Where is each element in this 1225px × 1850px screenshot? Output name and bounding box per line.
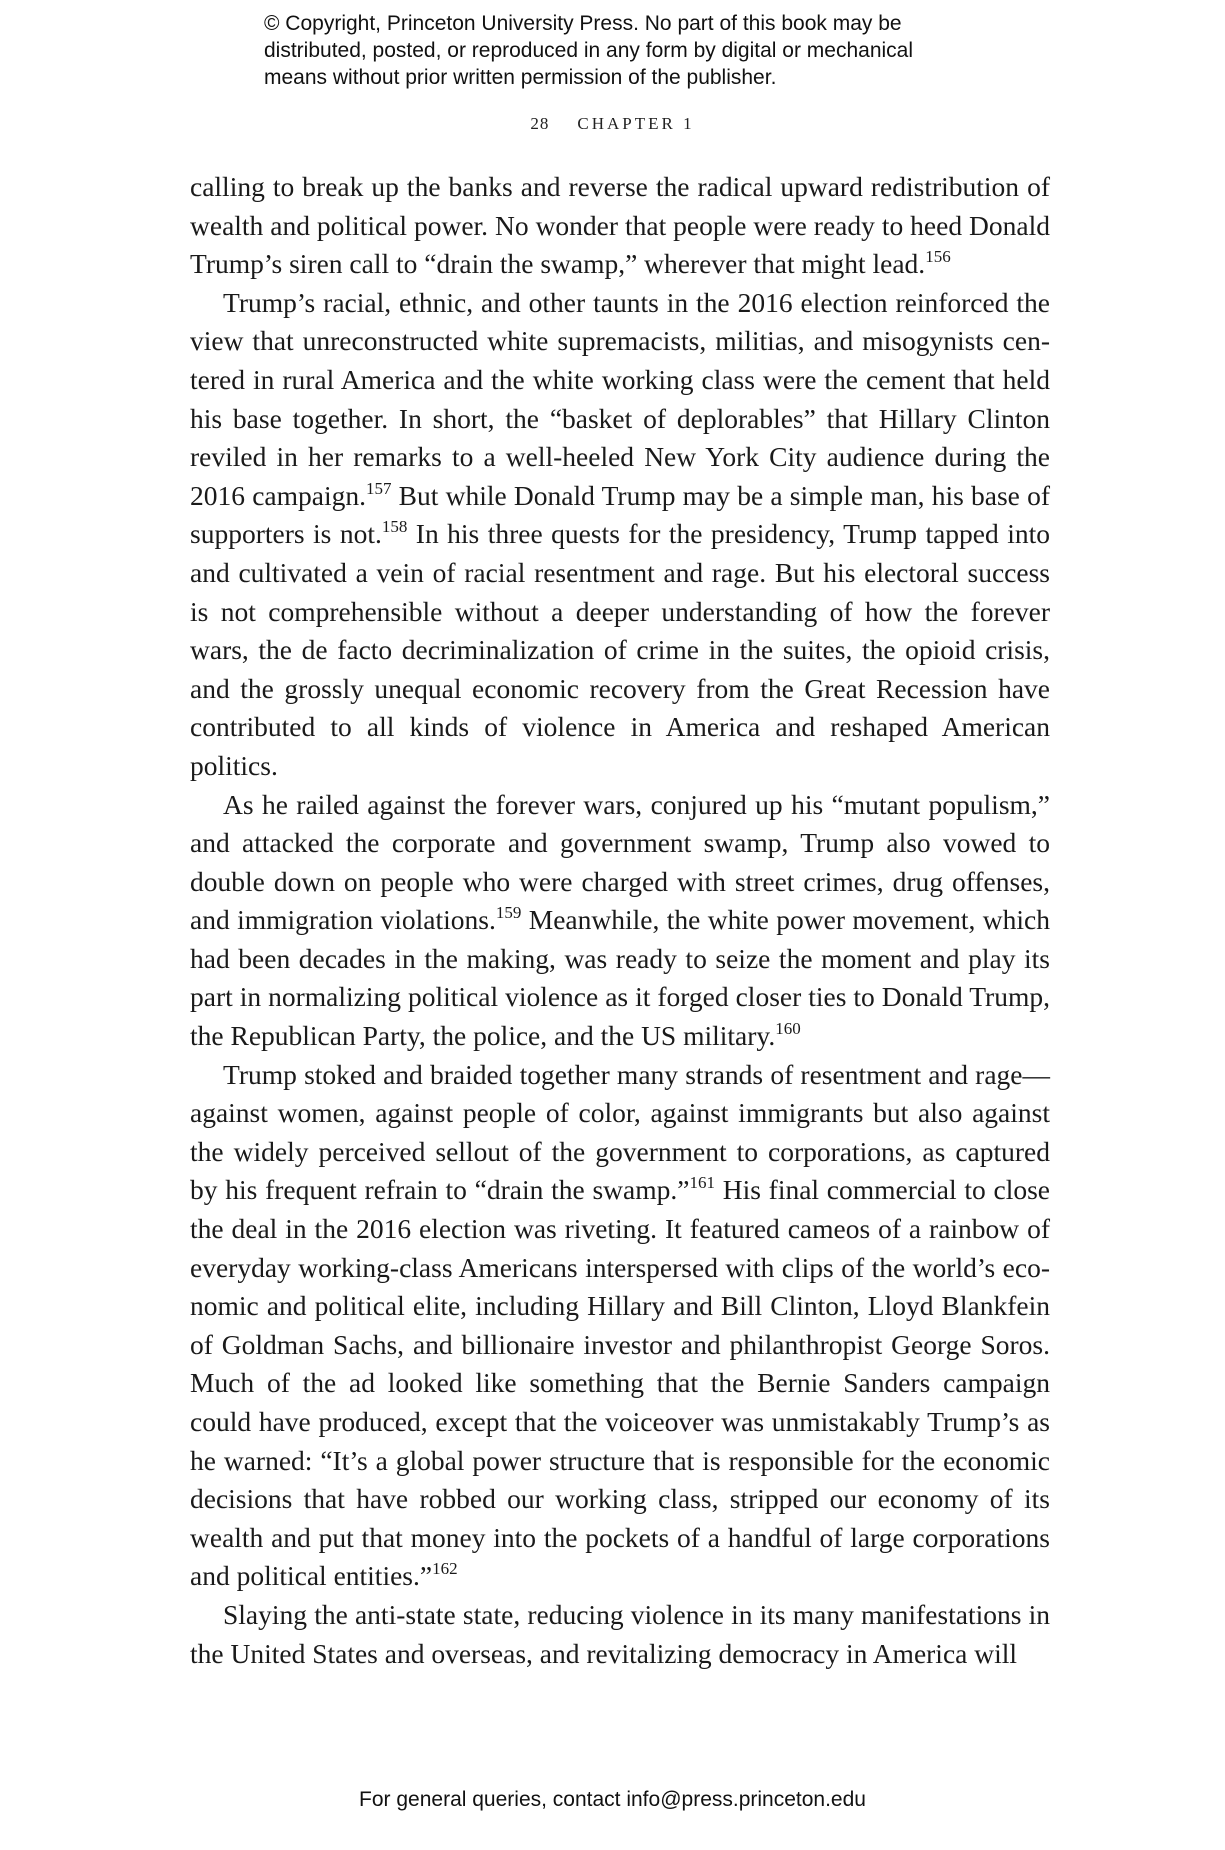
footnote-marker: 162 <box>432 1559 458 1579</box>
text-run: But while Donald Trump may be a simple man, his base of supporters is not. <box>190 479 1050 550</box>
paragraph <box>190 786 1050 1056</box>
running-head <box>0 114 1225 134</box>
body-text <box>190 168 1050 1673</box>
copyright-line: © Copyright, Princeton University Press. No part of this book may be <box>264 12 902 35</box>
page-number: 28 <box>530 114 550 133</box>
footer-contact: For general queries, contact info@press.princeton.edu <box>359 1788 866 1811</box>
chapter-label: CHAPTER 1 <box>577 114 695 133</box>
text-run: Trump stoked and braided together many strands of resentment and rage— against women, against people of color, against immigrants but also against the widely perceived sellout of the government to corporations, as captured by his frequent refrain to “drain the swamp.” <box>190 1058 1050 1206</box>
text-run: Meanwhile, the white power movement, which had been decades in the making, was ready to seize the moment and play its part in normalizing political violence as it forged closer ties to Donald Trump, the Republican Party, the police, and the US military. <box>190 904 1050 1052</box>
text-run: In his three quests for the presidency, Trump tapped into and cultivated a vein of racial resentment and rage. But his electoral success is not comprehensible without a deeper understanding of how the forever wars, the de facto decriminalization of crime in the suites, the opioid crisis, and the grossly unequal economic recovery from the Great Recession have contributed to all kinds of violence in America and reshaped American politics. <box>190 518 1050 781</box>
paragraph <box>190 168 1050 284</box>
text-run: Slaying the anti-state state, reducing violence in its many manifestations in the United States and overseas, and revitalizing democracy in America will <box>190 1598 1050 1669</box>
footnote-marker: 156 <box>925 247 951 267</box>
copyright-line: means without prior written permission of the publisher. <box>264 66 777 89</box>
text-run: calling to break up the banks and reverse the radical upward redistribution of wealth and political power. No wonder that people were ready to heed Donald Trump’s siren call to “drain the swamp,” wherever that might lead. <box>190 171 1050 280</box>
copyright-notice <box>264 10 1024 91</box>
paragraph <box>190 284 1050 786</box>
text-run: As he railed against the forever wars, conjured up his “mutant populism,” and attacked the corporate and government swamp, Trump also vowed to double down on people who were charged with street crimes, drug offenses, and immigration violations. <box>190 788 1050 936</box>
footnote-marker: 161 <box>689 1173 715 1193</box>
paragraph <box>190 1596 1050 1673</box>
footnote-marker: 157 <box>365 478 392 498</box>
footnote-marker: 159 <box>495 903 522 923</box>
footnote-marker: 160 <box>775 1019 801 1039</box>
copyright-line: distributed, posted, or reproduced in any form by digital or mechanical <box>264 39 914 62</box>
paragraph <box>190 1056 1050 1596</box>
footnote-marker: 158 <box>381 517 408 537</box>
text-run: His final commercial to close the deal in the 2016 election was riveting. It featured cameos of a rainbow of everyday working-class Americans interspersed with clips of the world’s economic and political elite, including Hillary and Bill Clinton, Lloyd Blankfein of Goldman Sachs, and billionaire investor and philanthropist George Soros. Much of the ad looked like something that the Bernie Sanders campaign could have produced, except that the voiceover was unmistakably Trump’s as he warned: “It’s a global power structure that is responsible for the economic decisions that have robbed our working class, stripped our economy of its wealth and put that money into the pockets of a handful of large corporations and political entities.” <box>190 1174 1050 1592</box>
text-run: Trump’s racial, ethnic, and other taunts in the 2016 election reinforced the view that unreconstructed white supremacists, militias, and misogynists centered in rural America and the white working class were the cement that held his base together. In short, the “basket of deplorables” that Hillary Clinton reviled in her remarks to a well-heeled New York City audience during the 2016 campaign. <box>190 286 1050 511</box>
